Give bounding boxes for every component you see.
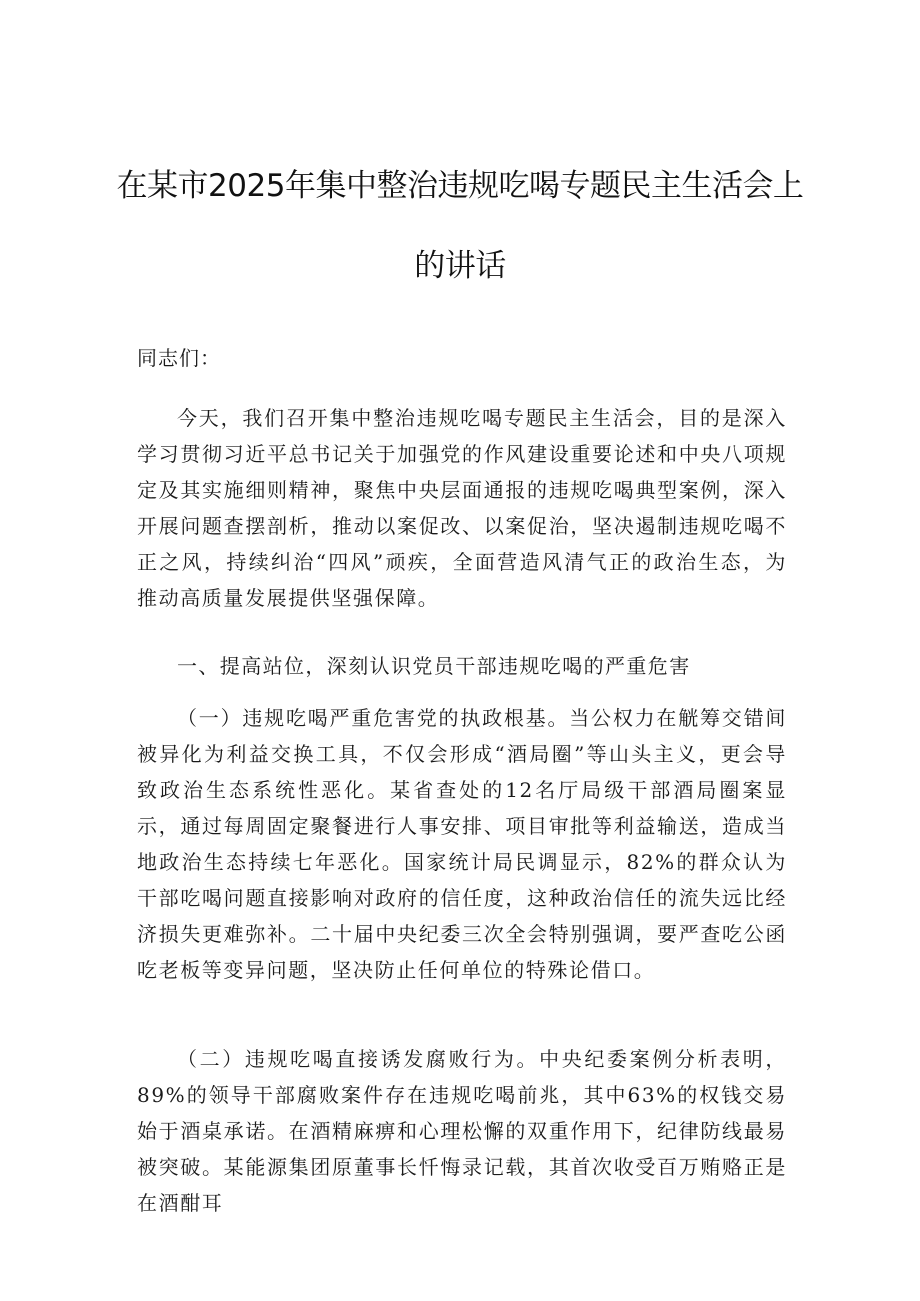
subsection-2-paragraph: （二）违规吃喝直接诱发腐败行为。中央纪委案例分析表明，89%的领导干部腐败案件存在违规吃喝前兆，其中63%的权钱交易始于酒桌承诺。在酒精麻痹和心理松懈的双重作用下，纪律防线最易被突破。某能源集团原董事长忏悔录记载，其首次收受百万贿赂正是在酒酣耳	[137, 1047, 787, 1215]
document-title-line-2: 的讲话	[414, 248, 506, 284]
section-heading-1: 一、提高站位，深刻认识党员干部违规吃喝的严重危害	[177, 654, 691, 678]
intro-paragraph: 今天，我们召开集中整治违规吃喝专题民主生活会，目的是深入学习贯彻习近平总书记关于加强党的作风建设重要论述和中央八项规定及其实施细则精神，聚焦中央层面通报的违规吃喝典型案例，深入开展问题查摆剖析，推动以案促改、以案促治，坚决遏制违规吃喝不正之风，持续纠治“四风”顽疾，全面营造风清气正的政治生态，为推动高质量发展提供坚强保障。	[137, 406, 787, 610]
subsection-1-paragraph: （一）违规吃喝严重危害党的执政根基。当公权力在觥筹交错间被异化为利益交换工具，不仅会形成“酒局圈”等山头主义，更会导致政治生态系统性恶化。某省查处的12名厅局级干部酒局圈案显示，通过每周固定聚餐进行人事安排、项目审批等利益输送，造成当地政治生态持续七年恶化。国家统计局民调显示，82%的群众认为干部吃喝问题直接影响对政府的信任度，这种政治信任的流失远比经济损失更难弥补。二十届中央纪委三次全会特别强调，要严查吃公函吃老板等变异问题，坚决防止任何单位的特殊论借口。	[137, 706, 787, 982]
greeting: 同志们：	[137, 346, 221, 370]
document-title-line-1: 在某市2025年集中整治违规吃喝专题民主生活会上	[116, 168, 804, 204]
